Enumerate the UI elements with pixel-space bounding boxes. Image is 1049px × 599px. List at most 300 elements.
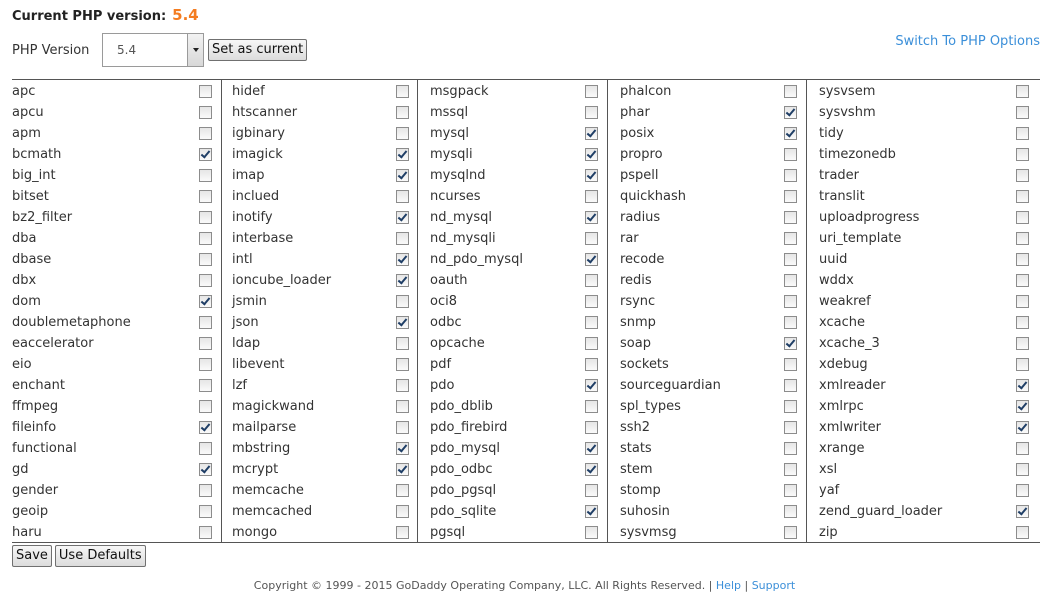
extension-row: [232, 102, 409, 123]
extension-checkbox[interactable]: [585, 505, 598, 518]
extension-checkbox[interactable]: [199, 148, 212, 161]
extension-checkbox[interactable]: [784, 169, 797, 182]
extension-checkbox[interactable]: [396, 400, 409, 413]
extension-name: trader: [819, 168, 860, 183]
extension-row: [12, 144, 212, 165]
extension-checkbox[interactable]: [585, 295, 598, 308]
extension-name: enchant: [12, 378, 65, 393]
extension-name: uuid: [819, 252, 848, 267]
extension-name: memcache: [232, 483, 304, 498]
extension-checkbox[interactable]: [784, 106, 797, 119]
extension-name: recode: [620, 252, 665, 267]
extension-checkbox[interactable]: [585, 463, 598, 476]
extension-name: imagick: [232, 147, 283, 162]
extension-row: [12, 249, 212, 270]
extension-checkbox[interactable]: [784, 358, 797, 371]
extension-name: ldap: [232, 336, 261, 351]
extension-row: [232, 270, 409, 291]
extension-checkbox[interactable]: [585, 400, 598, 413]
extension-checkbox[interactable]: [396, 169, 409, 182]
extension-name: translit: [819, 189, 865, 204]
extension-name: igbinary: [232, 126, 285, 141]
extension-name: intl: [232, 252, 253, 267]
extension-checkbox[interactable]: [585, 106, 598, 119]
extension-checkbox[interactable]: [199, 274, 212, 287]
extension-checkbox[interactable]: [784, 253, 797, 266]
extension-checkbox[interactable]: [396, 442, 409, 455]
extension-row: [232, 333, 409, 354]
extension-row: [430, 375, 598, 396]
extension-row: [232, 291, 409, 312]
extension-row: [430, 270, 598, 291]
extension-name: xcache: [819, 315, 865, 330]
extensions-column-1: [12, 80, 222, 542]
extension-checkbox[interactable]: [199, 190, 212, 203]
footer-separator: |: [744, 579, 749, 592]
extensions-column-5: [807, 80, 1040, 542]
extension-name: nd_pdo_mysql: [430, 252, 523, 267]
extension-name: magickwand: [232, 399, 315, 414]
extension-row: [430, 249, 598, 270]
extension-row: [620, 375, 797, 396]
form-actions: [12, 545, 146, 567]
extension-row: [620, 81, 797, 102]
extension-checkbox[interactable]: [1016, 463, 1029, 476]
extension-name: pdf: [430, 357, 452, 372]
extension-checkbox[interactable]: [585, 274, 598, 287]
extension-checkbox[interactable]: [396, 463, 409, 476]
extension-checkbox[interactable]: [585, 169, 598, 182]
extension-name: pdo_odbc: [430, 462, 493, 477]
extension-checkbox[interactable]: [784, 505, 797, 518]
extension-name: memcached: [232, 504, 313, 519]
extension-name: pdo_mysql: [430, 441, 500, 456]
extension-name: ncurses: [430, 189, 481, 204]
extension-row: [620, 207, 797, 228]
extension-row: [819, 333, 1029, 354]
extension-row: [819, 501, 1029, 522]
extension-row: [819, 207, 1029, 228]
extension-row: [12, 186, 212, 207]
extension-checkbox[interactable]: [784, 526, 797, 539]
extension-name: oci8: [430, 294, 457, 309]
extension-checkbox[interactable]: [199, 484, 212, 497]
extension-checkbox[interactable]: [1016, 295, 1029, 308]
extension-checkbox[interactable]: [1016, 232, 1029, 245]
extension-checkbox[interactable]: [585, 211, 598, 224]
extension-row: [232, 186, 409, 207]
extension-checkbox[interactable]: [396, 148, 409, 161]
extension-checkbox[interactable]: [1016, 148, 1029, 161]
extension-row: [620, 165, 797, 186]
extension-row: [819, 480, 1029, 501]
extension-name: pdo_firebird: [430, 420, 508, 435]
extension-name: htscanner: [232, 105, 298, 120]
extension-name: mongo: [232, 525, 278, 540]
extension-row: [12, 207, 212, 228]
extension-name: yaf: [819, 483, 840, 498]
extension-name: timezonedb: [819, 147, 896, 162]
page-footer: [0, 579, 1049, 592]
extension-row: [430, 165, 598, 186]
extension-name: pdo_pgsql: [430, 483, 497, 498]
extension-name: pdo: [430, 378, 455, 393]
extension-name: big_int: [12, 168, 56, 183]
extension-row: [819, 144, 1029, 165]
extension-checkbox[interactable]: [784, 442, 797, 455]
extension-checkbox[interactable]: [784, 127, 797, 140]
extension-name: fileinfo: [12, 420, 57, 435]
extension-checkbox[interactable]: [396, 232, 409, 245]
extension-checkbox[interactable]: [1016, 337, 1029, 350]
extension-checkbox[interactable]: [585, 148, 598, 161]
extension-name: opcache: [430, 336, 485, 351]
extension-checkbox[interactable]: [1016, 253, 1029, 266]
extension-checkbox[interactable]: [784, 211, 797, 224]
extension-row: [620, 270, 797, 291]
extension-checkbox[interactable]: [396, 274, 409, 287]
extension-name: spl_types: [620, 399, 681, 414]
extension-name: redis: [620, 273, 652, 288]
extension-name: xcache_3: [819, 336, 880, 351]
extension-checkbox[interactable]: [784, 232, 797, 245]
extension-checkbox[interactable]: [199, 526, 212, 539]
set-as-current-button[interactable]: Set as current: [208, 39, 307, 61]
support-link[interactable]: Support: [751, 579, 796, 592]
extension-row: [12, 165, 212, 186]
extension-checkbox[interactable]: [1016, 127, 1029, 140]
extension-row: [12, 417, 212, 438]
extension-name: posix: [620, 126, 655, 141]
extension-name: gd: [12, 462, 29, 477]
extension-name: phalcon: [620, 84, 672, 99]
extension-row: [620, 228, 797, 249]
extension-row: [12, 459, 212, 480]
extension-name: pdo_dblib: [430, 399, 493, 414]
extension-checkbox[interactable]: [585, 358, 598, 371]
extension-row: [620, 459, 797, 480]
extension-checkbox[interactable]: [1016, 316, 1029, 329]
extension-row: [12, 123, 212, 144]
extension-checkbox[interactable]: [199, 211, 212, 224]
extension-row: [430, 354, 598, 375]
extension-checkbox[interactable]: [784, 484, 797, 497]
extension-name: jsmin: [232, 294, 267, 309]
extension-checkbox[interactable]: [784, 274, 797, 287]
extension-name: pgsql: [430, 525, 466, 540]
extension-row: [819, 270, 1029, 291]
php-version-label: PHP Version: [12, 42, 90, 58]
extension-name: mailparse: [232, 420, 297, 435]
extension-name: msgpack: [430, 84, 489, 99]
extension-name: gender: [12, 483, 59, 498]
extension-name: mcrypt: [232, 462, 279, 477]
extension-checkbox[interactable]: [585, 379, 598, 392]
extension-row: [819, 312, 1029, 333]
extension-checkbox[interactable]: [585, 421, 598, 434]
extension-name: pdo_sqlite: [430, 504, 497, 519]
extension-checkbox[interactable]: [199, 379, 212, 392]
extension-name: eio: [12, 357, 32, 372]
extension-checkbox[interactable]: [1016, 274, 1029, 287]
extension-row: [232, 522, 409, 543]
extension-checkbox[interactable]: [784, 400, 797, 413]
extension-checkbox[interactable]: [784, 463, 797, 476]
use-defaults-button[interactable]: Use Defaults: [55, 545, 146, 567]
extension-checkbox[interactable]: [1016, 442, 1029, 455]
extension-name: apcu: [12, 105, 44, 120]
extension-name: doublemetaphone: [12, 315, 131, 330]
extension-row: [430, 480, 598, 501]
extension-name: xmlrpc: [819, 399, 864, 414]
extension-checkbox[interactable]: [1016, 190, 1029, 203]
extension-row: [430, 501, 598, 522]
extension-row: [819, 81, 1029, 102]
extension-name: apc: [12, 84, 36, 99]
extension-row: [819, 354, 1029, 375]
extension-checkbox[interactable]: [199, 400, 212, 413]
extension-name: phar: [620, 105, 650, 120]
extension-name: xmlwriter: [819, 420, 881, 435]
extension-name: geoip: [12, 504, 49, 519]
extension-name: uri_template: [819, 231, 902, 246]
extension-name: libevent: [232, 357, 285, 372]
extension-checkbox[interactable]: [396, 106, 409, 119]
extension-checkbox[interactable]: [1016, 106, 1029, 119]
extension-row: [232, 375, 409, 396]
extension-checkbox[interactable]: [1016, 211, 1029, 224]
extension-row: [12, 354, 212, 375]
extension-row: [430, 291, 598, 312]
extension-row: [430, 459, 598, 480]
extension-row: [232, 396, 409, 417]
extension-row: [620, 249, 797, 270]
extension-checkbox[interactable]: [199, 169, 212, 182]
extension-checkbox[interactable]: [199, 337, 212, 350]
extension-row: [12, 312, 212, 333]
extension-name: stomp: [620, 483, 661, 498]
help-link[interactable]: Help: [715, 579, 741, 592]
extension-row: [12, 291, 212, 312]
extension-checkbox[interactable]: [396, 484, 409, 497]
extension-row: [819, 438, 1029, 459]
extensions-table: [12, 79, 1040, 543]
extension-name: weakref: [819, 294, 871, 309]
extension-row: [430, 396, 598, 417]
extension-name: tidy: [819, 126, 844, 141]
extension-row: [620, 438, 797, 459]
extension-name: xmlreader: [819, 378, 886, 393]
extension-checkbox[interactable]: [199, 505, 212, 518]
extension-name: xrange: [819, 441, 865, 456]
extension-row: [232, 81, 409, 102]
extension-checkbox[interactable]: [1016, 400, 1029, 413]
extension-checkbox[interactable]: [199, 463, 212, 476]
extension-row: [620, 333, 797, 354]
extension-name: apm: [12, 126, 41, 141]
save-button[interactable]: Save: [12, 545, 52, 567]
extension-checkbox[interactable]: [199, 316, 212, 329]
extension-checkbox[interactable]: [784, 148, 797, 161]
extension-row: [620, 186, 797, 207]
extension-name: nd_mysql: [430, 210, 492, 225]
extensions-column-4: [608, 80, 807, 542]
extension-checkbox[interactable]: [396, 127, 409, 140]
extension-checkbox[interactable]: [585, 484, 598, 497]
extension-checkbox[interactable]: [1016, 484, 1029, 497]
extension-row: [430, 438, 598, 459]
extension-name: mysqlnd: [430, 168, 486, 183]
switch-to-php-options-link[interactable]: Switch To PHP Options: [895, 34, 1040, 49]
extension-checkbox[interactable]: [396, 505, 409, 518]
extension-name: snmp: [620, 315, 656, 330]
extension-checkbox[interactable]: [396, 316, 409, 329]
extension-row: [819, 375, 1029, 396]
extension-row: [819, 123, 1029, 144]
extension-checkbox[interactable]: [585, 85, 598, 98]
extension-row: [232, 312, 409, 333]
extension-row: [620, 417, 797, 438]
extension-row: [620, 354, 797, 375]
extension-checkbox[interactable]: [199, 127, 212, 140]
extension-name: bcmath: [12, 147, 62, 162]
extension-row: [12, 522, 212, 543]
extension-row: [232, 165, 409, 186]
extension-row: [620, 501, 797, 522]
extension-checkbox[interactable]: [585, 337, 598, 350]
extension-checkbox[interactable]: [1016, 379, 1029, 392]
extensions-column-3: [418, 80, 608, 542]
php-version-select[interactable]: [102, 33, 204, 67]
extension-name: imap: [232, 168, 265, 183]
extension-checkbox[interactable]: [585, 316, 598, 329]
extension-checkbox[interactable]: [585, 190, 598, 203]
extension-row: [819, 291, 1029, 312]
extension-checkbox[interactable]: [784, 379, 797, 392]
extension-checkbox[interactable]: [585, 253, 598, 266]
extension-row: [620, 396, 797, 417]
extension-checkbox[interactable]: [1016, 358, 1029, 371]
extension-name: wddx: [819, 273, 854, 288]
extension-checkbox[interactable]: [199, 421, 212, 434]
extension-row: [620, 312, 797, 333]
extension-checkbox[interactable]: [784, 337, 797, 350]
extension-checkbox[interactable]: [784, 316, 797, 329]
extension-checkbox[interactable]: [784, 85, 797, 98]
extension-name: xdebug: [819, 357, 868, 372]
extension-checkbox[interactable]: [585, 442, 598, 455]
extension-name: sourceguardian: [620, 378, 721, 393]
extension-row: [819, 459, 1029, 480]
extension-name: radius: [620, 210, 661, 225]
current-version-value: 5.4: [172, 6, 199, 24]
extension-name: ioncube_loader: [232, 273, 332, 288]
extension-checkbox[interactable]: [396, 211, 409, 224]
extension-checkbox[interactable]: [585, 127, 598, 140]
extension-checkbox[interactable]: [1016, 505, 1029, 518]
extension-checkbox[interactable]: [1016, 85, 1029, 98]
extension-name: eaccelerator: [12, 336, 94, 351]
extension-row: [819, 165, 1029, 186]
extension-checkbox[interactable]: [396, 379, 409, 392]
extension-row: [819, 186, 1029, 207]
extension-row: [430, 144, 598, 165]
extension-checkbox[interactable]: [784, 190, 797, 203]
extension-checkbox[interactable]: [1016, 169, 1029, 182]
extension-checkbox[interactable]: [199, 442, 212, 455]
extension-checkbox[interactable]: [199, 358, 212, 371]
extension-checkbox[interactable]: [199, 106, 212, 119]
extension-name: haru: [12, 525, 42, 540]
extension-checkbox[interactable]: [396, 253, 409, 266]
extension-checkbox[interactable]: [784, 421, 797, 434]
extension-row: [430, 81, 598, 102]
extension-row: [232, 501, 409, 522]
extension-checkbox[interactable]: [396, 190, 409, 203]
php-version-selected: 5.4: [117, 43, 137, 57]
extension-name: rsync: [620, 294, 656, 309]
extension-row: [12, 501, 212, 522]
extension-row: [12, 396, 212, 417]
extension-checkbox[interactable]: [199, 295, 212, 308]
extension-row: [620, 522, 797, 543]
extension-name: stem: [620, 462, 653, 477]
extension-row: [232, 249, 409, 270]
extension-checkbox[interactable]: [199, 253, 212, 266]
extension-row: [12, 333, 212, 354]
extension-checkbox[interactable]: [585, 526, 598, 539]
extension-checkbox[interactable]: [396, 85, 409, 98]
extension-name: quickhash: [620, 189, 686, 204]
extension-name: sysvshm: [819, 105, 876, 120]
extension-row: [12, 270, 212, 291]
extension-name: xsl: [819, 462, 838, 477]
extension-name: zip: [819, 525, 838, 540]
extension-name: mbstring: [232, 441, 291, 456]
extension-name: sockets: [620, 357, 669, 372]
extension-row: [819, 102, 1029, 123]
extension-name: suhosin: [620, 504, 670, 519]
extension-row: [232, 207, 409, 228]
extension-checkbox[interactable]: [784, 295, 797, 308]
extension-checkbox[interactable]: [585, 232, 598, 245]
extension-name: functional: [12, 441, 77, 456]
extension-checkbox[interactable]: [199, 232, 212, 245]
extension-row: [232, 417, 409, 438]
extension-row: [12, 480, 212, 501]
extension-name: mysql: [430, 126, 469, 141]
extension-name: pspell: [620, 168, 659, 183]
extension-name: sysvmsg: [620, 525, 677, 540]
extension-checkbox[interactable]: [1016, 421, 1029, 434]
extension-row: [12, 438, 212, 459]
extension-checkbox[interactable]: [199, 85, 212, 98]
extension-name: mssql: [430, 105, 469, 120]
extension-row: [12, 102, 212, 123]
extension-checkbox[interactable]: [396, 421, 409, 434]
extension-row: [430, 123, 598, 144]
chevron-down-icon[interactable]: [187, 34, 203, 66]
current-version-label: Current PHP version:: [12, 9, 167, 24]
extension-checkbox[interactable]: [396, 295, 409, 308]
extension-row: [430, 417, 598, 438]
extension-name: interbase: [232, 231, 294, 246]
extension-checkbox[interactable]: [396, 358, 409, 371]
extension-checkbox[interactable]: [1016, 526, 1029, 539]
extension-checkbox[interactable]: [396, 337, 409, 350]
extension-checkbox[interactable]: [396, 526, 409, 539]
extension-name: inclued: [232, 189, 280, 204]
